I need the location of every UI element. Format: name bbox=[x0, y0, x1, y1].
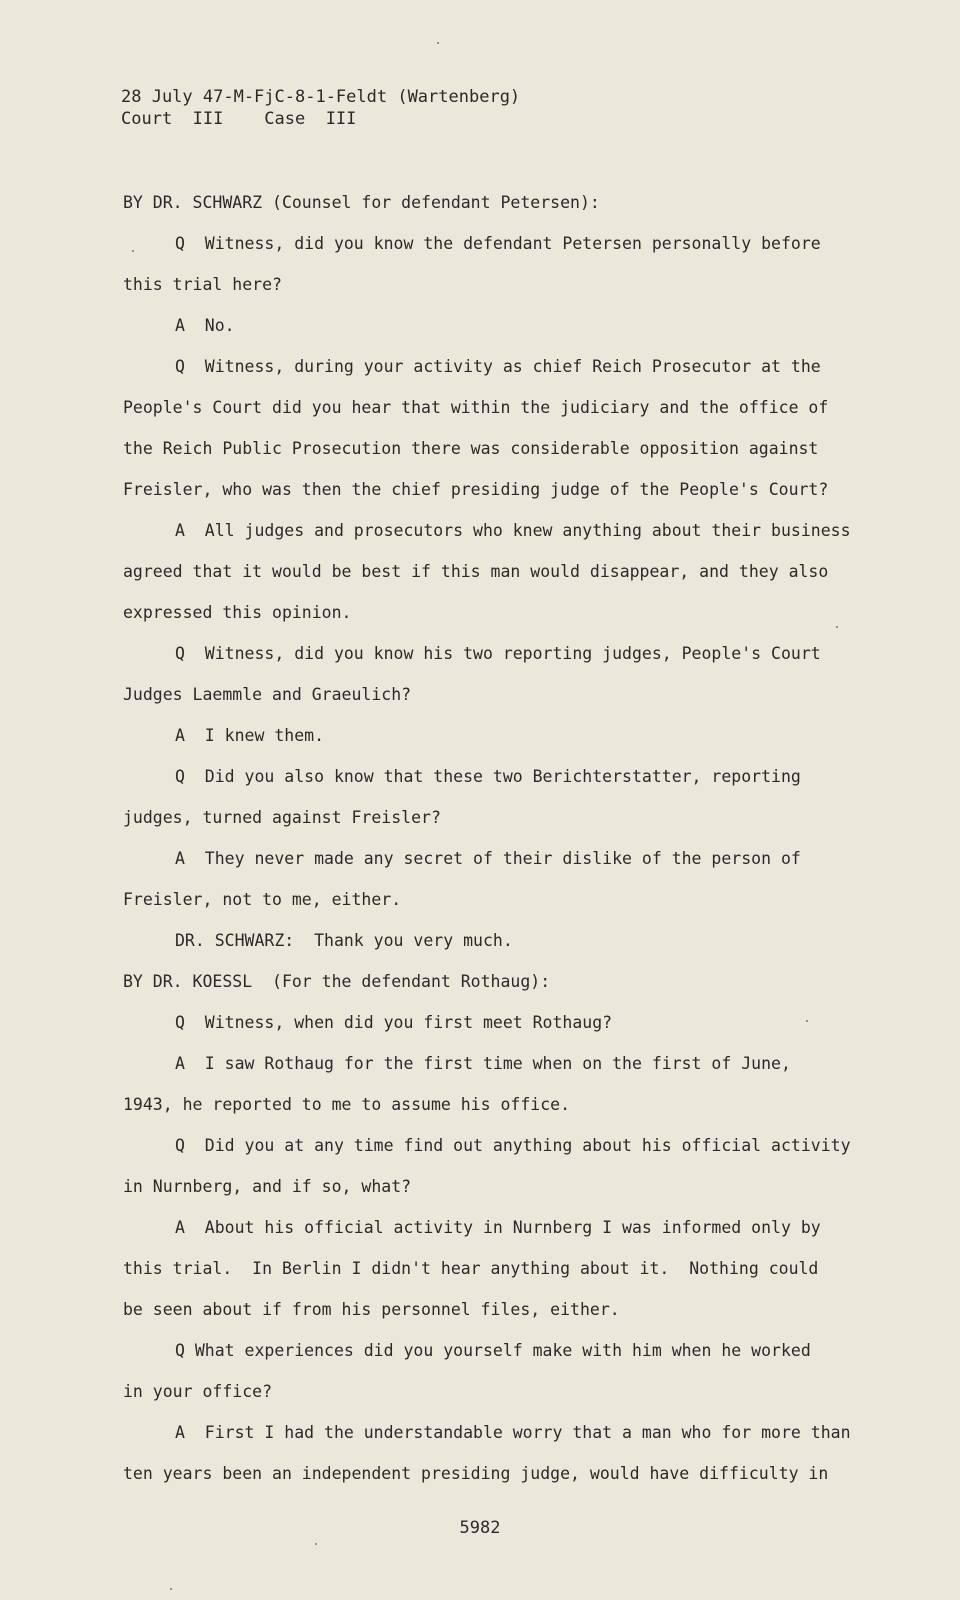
continuation-line: People's Court did you hear that within the judiciary and the office of bbox=[123, 398, 829, 417]
paper-speck bbox=[806, 1020, 808, 1022]
question-line: Q Witness, when did you first meet Rothaug? bbox=[175, 1013, 613, 1032]
question-line: Q Did you also know that these two Berichterstatter, reporting bbox=[175, 767, 801, 786]
transcript-body bbox=[123, 182, 913, 1494]
continuation-line: in Nurnberg, and if so, what? bbox=[123, 1177, 412, 1196]
counsel-remark: DR. SCHWARZ: Thank you very much. bbox=[175, 931, 513, 950]
continuation-line: 1943, he reported to me to assume his office. bbox=[123, 1095, 571, 1114]
paper-speck bbox=[437, 42, 439, 44]
paper-speck bbox=[315, 1543, 317, 1545]
question-line: Q Did you at any time find out anything about his official activity bbox=[175, 1136, 851, 1155]
continuation-line: be seen about if from his personnel files, either. bbox=[123, 1300, 620, 1319]
header-reference: 28 July 47-M-FjC-8-1-Feldt (Wartenberg) bbox=[121, 87, 521, 107]
paper-speck bbox=[132, 250, 134, 252]
answer-line: A About his official activity in Nurnberg I was informed only by bbox=[175, 1218, 821, 1237]
answer-line: A First I had the understandable worry that a man who for more than bbox=[175, 1423, 851, 1442]
continuation-line: Freisler, who was then the chief presiding judge of the People's Court? bbox=[123, 480, 829, 499]
question-line: Q Witness, did you know his two reporting judges, People's Court bbox=[175, 644, 821, 663]
continuation-line: Judges Laemmle and Graeulich? bbox=[123, 685, 412, 704]
continuation-line: ten years been an independent presiding judge, would have difficulty in bbox=[123, 1464, 829, 1483]
continuation-line: agreed that it would be best if this man would disappear, and they also bbox=[123, 562, 829, 581]
paper-speck bbox=[170, 1588, 172, 1590]
continuation-line: the Reich Public Prosecution there was considerable opposition against bbox=[123, 439, 819, 458]
continuation-line: expressed this opinion. bbox=[123, 603, 352, 622]
answer-line: A All judges and prosecutors who knew anything about their business bbox=[175, 521, 851, 540]
question-line: Q Witness, during your activity as chief Reich Prosecutor at the bbox=[175, 357, 821, 376]
answer-line: A I saw Rothaug for the first time when on the first of June, bbox=[175, 1054, 791, 1073]
continuation-line: in your office? bbox=[123, 1382, 273, 1401]
examination-heading: BY DR. KOESSL (For the defendant Rothaug): bbox=[123, 972, 551, 991]
continuation-line: this trial. In Berlin I didn't hear anything about it. Nothing could bbox=[123, 1259, 819, 1278]
page-number: 5982 bbox=[459, 1518, 501, 1538]
document-header bbox=[121, 86, 520, 130]
examination-heading: BY DR. SCHWARZ (Counsel for defendant Petersen): bbox=[123, 193, 600, 212]
continuation-line: this trial here? bbox=[123, 275, 282, 294]
question-line: Q Witness, did you know the defendant Petersen personally before bbox=[175, 234, 821, 253]
paper-speck bbox=[836, 626, 838, 628]
continuation-line: Freisler, not to me, either. bbox=[123, 890, 402, 909]
continuation-line: judges, turned against Freisler? bbox=[123, 808, 441, 827]
answer-line: A They never made any secret of their dislike of the person of bbox=[175, 849, 801, 868]
question-line: Q What experiences did you yourself make with him when he worked bbox=[175, 1341, 811, 1360]
answer-line: A I knew them. bbox=[175, 726, 325, 745]
answer-line: A No. bbox=[175, 316, 235, 335]
header-court-case: Court III Case III bbox=[121, 109, 357, 129]
